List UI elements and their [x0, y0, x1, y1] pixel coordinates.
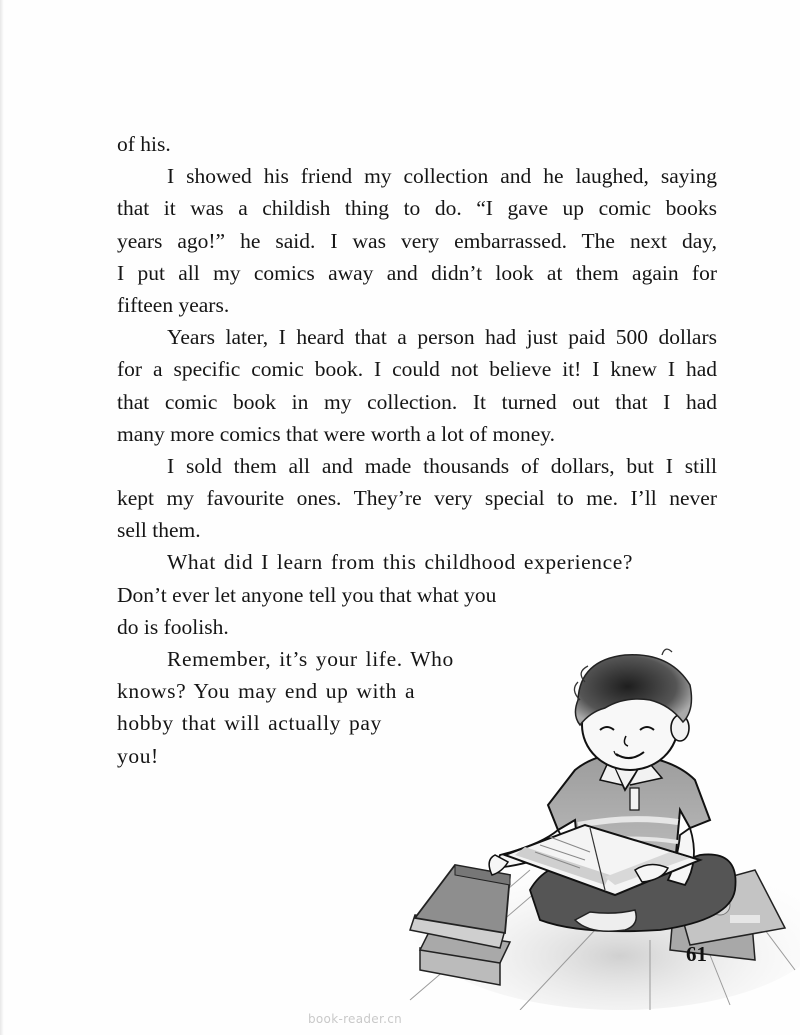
text-line: for a specific comic book. I could not believe it! I knew I had	[117, 357, 717, 382]
text-line: Remember, it’s your life. Who	[167, 647, 454, 671]
text-line: I sold them all and made thousands of dollars, but I still	[167, 453, 717, 478]
page-number: 61	[686, 942, 707, 966]
page-scan-edge	[0, 0, 4, 1035]
text-line: that it was a childish thing to do. “I gave up comic books	[117, 196, 717, 221]
text-line: years ago!” he said. I was very embarrassed. The next day,	[117, 228, 717, 253]
text-line: kept my favourite ones. They’re very special to me. I’ll never	[117, 486, 717, 511]
boy-head	[574, 649, 691, 770]
text-line: that comic book in my collection. It turned out that I had	[117, 389, 717, 414]
text-line: sell them.	[117, 518, 201, 543]
text-line: of his.	[117, 132, 171, 156]
text-line: knows? You may end up with a	[117, 679, 416, 704]
watermark: book-reader.cn	[308, 1012, 403, 1026]
text-line: do is foolish.	[117, 614, 229, 639]
text-line: Years later, I heard that a person had just paid 500 dollars	[167, 325, 717, 350]
text-line: you!	[117, 743, 159, 768]
book-stack-icon	[410, 865, 510, 985]
text-line: What did I learn from this childhood experience?	[167, 550, 634, 575]
text-line: many more comics that were worth a lot of money.	[117, 421, 556, 446]
text-line: I showed his friend my collection and he laughed, saying	[167, 164, 717, 189]
text-line: fifteen years.	[117, 292, 230, 317]
boy-reading-illustration	[400, 630, 800, 1010]
text-line: hobby that will actually pay	[117, 711, 382, 736]
text-line: I put all my comics away and didn’t look at them again for	[117, 260, 717, 285]
text-line: Don’t ever let anyone tell you that what you	[117, 582, 497, 607]
